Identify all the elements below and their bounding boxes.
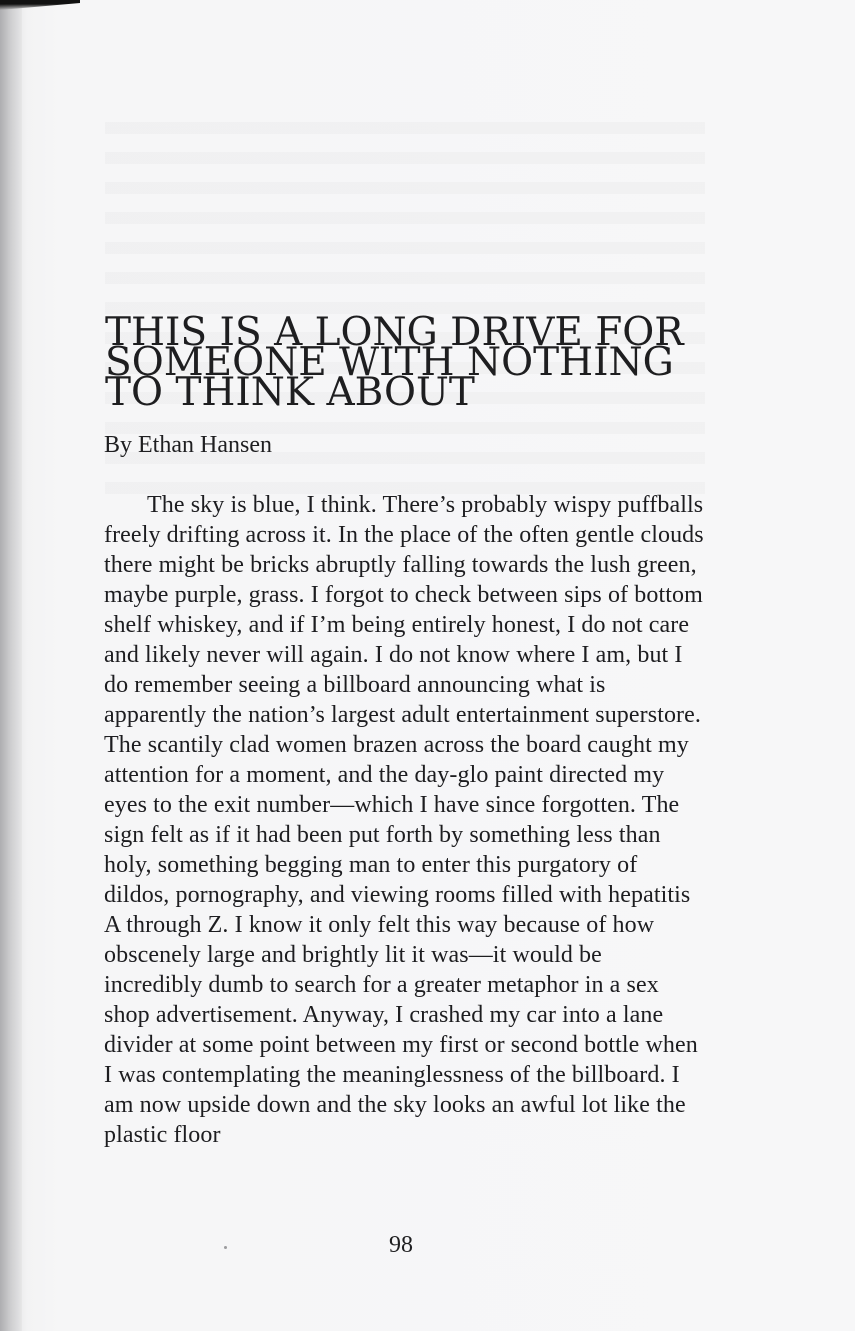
binding-shadow [0, 0, 22, 1331]
article-title: THIS IS A LONG DRIVE FOR SOMEONE WITH NOTHING TO THINK ABOUT [105, 310, 684, 415]
page-number: 98 [389, 1232, 413, 1258]
page-speck [224, 1246, 227, 1249]
article-body: The sky is blue, I think. There’s probably wispy puffballs freely drifting across it. In the place of the often gentle clouds there might be bricks abruptly falling towards the lush green, maybe purple, grass. I forgot to check between sips of bottom shelf whiskey, and if I’m being entirely honest, I do not care and likely never will again. I do not know where I am, but I do remember seeing a billboard announcing what is apparently the nation’s largest adult entertainment superstore. The scantily clad women brazen across the board caught my attention for a moment, and the day-glo paint directed my eyes to the exit number—which I have since forgotten. The sign felt as if it had been put forth by something less than holy, something begging man to enter this purgatory of dildos, pornography, and viewing rooms filled with hepatitis A through Z. I know it only felt this way because of how obscenely large and brightly lit it was—it would be incredibly dumb to search for a greater metaphor in a sex shop advertisement. Anyway, I crashed my car into a lane divider at some point between my first or second bottle when I was contemplating the meaninglessness of the billboard. I am now upside down and the sky looks an awful lot like the plastic floor [104, 492, 704, 1148]
corner-mark [0, 0, 80, 10]
author-byline: By Ethan Hansen [104, 432, 272, 458]
